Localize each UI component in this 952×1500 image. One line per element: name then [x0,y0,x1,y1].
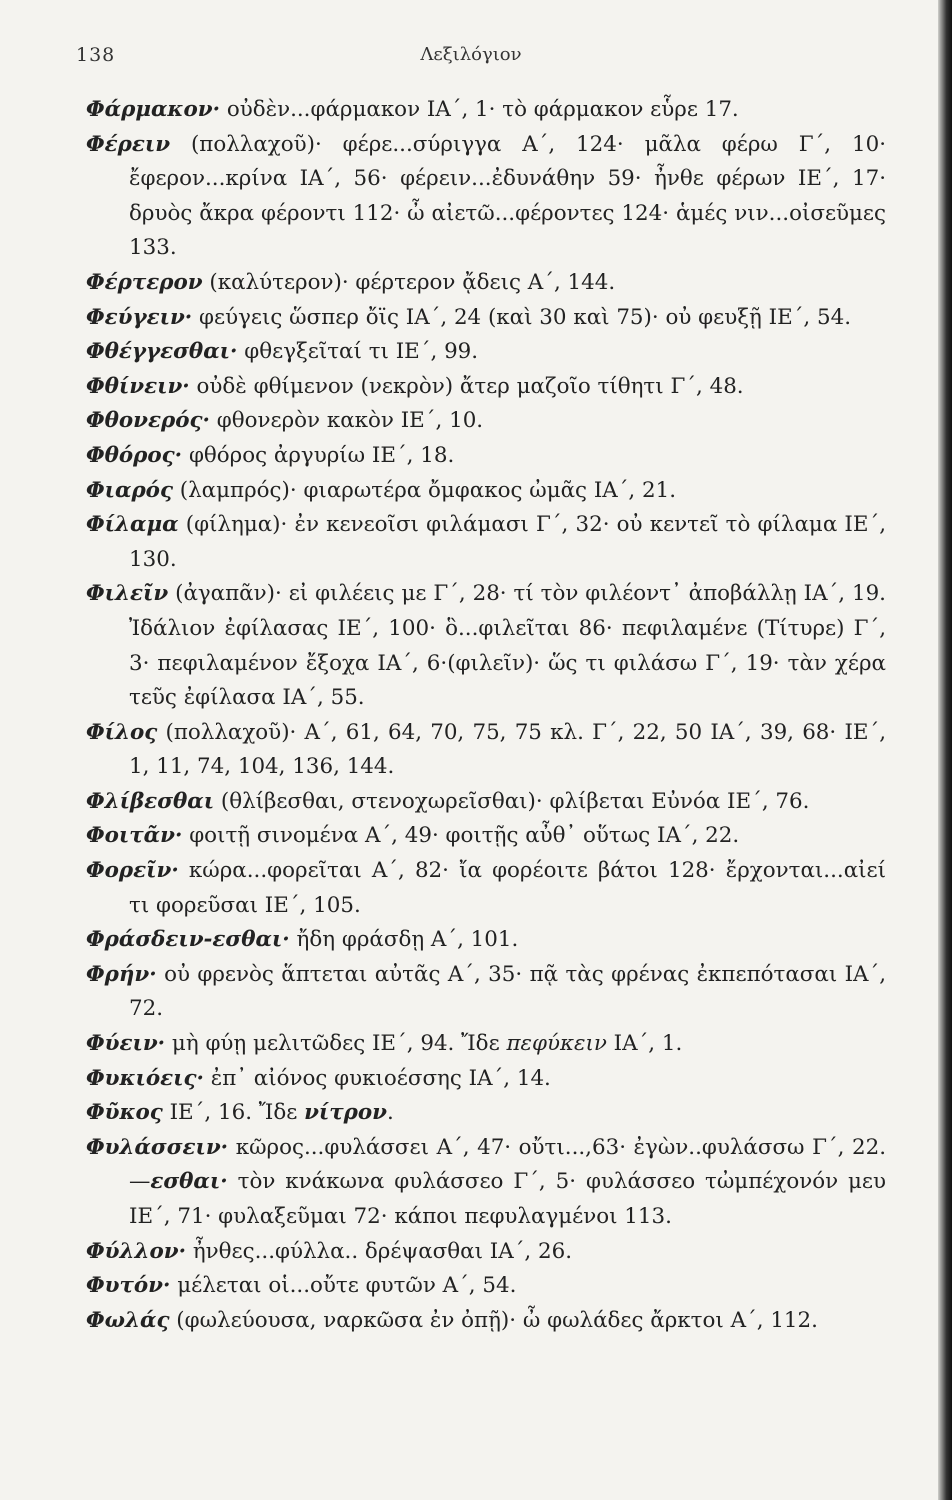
entry-text: φθεγξεῖταί τι ΙΕ΄, 99. [237,339,479,365]
entry-headword: Φέρειν [86,131,171,157]
lexicon-entry [86,93,886,128]
entry-headword: Φίλος [86,719,158,745]
entry-text: (πολλαχοῦ)· φέρε...σύριγγα Α΄, 124· μᾶλα φέρω Γ΄, 10· ἔφερον...κρίνα ΙΑ΄, 56· φέρειν...ἐδυνάθην 59· ἦνθε φέρων ΙΕ΄, 17· δρυὸς ἄκρα φέροντι 112· ὦ αἰετῶ...φέροντες 124· ἁμές νιν...οἰσεῦμες 133. [129,131,886,261]
entry-text: οὐ φρενὸς ἅπτεται αὐτᾶς Α΄, 35· πᾷ τὰς φρένας ἐκπεπότασαι ΙΑ΄, 72. [129,961,886,1022]
entry-headword: Φεύγειν· [86,304,193,330]
entry-headword: Φύειν· [86,1031,166,1057]
lexicon-entry [86,301,886,336]
entry-text: (θλίβεσθαι, στενοχωρεῖσθαι)· φλίβεται Εὐνόα ΙΕ΄, 76. [214,788,810,814]
entry-text: οὐδὲ φθίμενον (νεκρὸν) ἄτερ μαζοῖο τίθητι Γ΄, 48. [189,373,744,399]
lexicon-entry [86,474,886,509]
entry-headword: Φωλάς [86,1307,170,1333]
entry-headword: Φάρμακον· [86,97,221,122]
entry-headword: Φθέγγεσθαι· [86,339,238,365]
entry-text: ἤδη φράσδῃ Α΄, 101. [289,927,519,953]
entry-headword: Φοιτᾶν· [86,823,183,849]
entry-headword: Φρήν· [86,961,157,987]
entry-text: (φίλημα)· ἐν κενεοῖσι φιλάμασι Γ΄, 32· οὐ κεντεῖ τὸ φίλαμα ΙΕ΄, 130. [129,512,886,572]
lexicon-entry [86,508,886,577]
entry-headword: Φέρτερον [86,269,203,295]
entry-headword: Φυτόν· [86,1273,171,1299]
entry-text: ΙΕ΄, 16. Ἴδε νίτρον. [162,1100,394,1126]
entry-headword: Φίλαμα [86,512,179,538]
lexicon-entry [86,1062,886,1097]
lexicon-entry [86,958,886,1027]
lexicon-entry [86,439,886,474]
entry-headword: Φθίνειν· [86,373,190,399]
lexicon-entry [86,370,886,405]
lexicon-entry [86,1096,886,1131]
entry-text: ἦνθες...φύλλα.. δρέψασθαι ΙΑ΄, 26. [186,1238,573,1264]
page-title: Λεξιλόγιον [420,44,522,65]
entry-text: (ἀγαπᾶν)· εἰ φιλέεις με Γ΄, 28· τί τὸν φιλέοντ᾽ ἀποβάλλῃ ΙΑ΄, 19. Ἰδάλιον ἐφίλασας ΙΕ΄, 100· ὃ...φιλεῖται 86· πεφιλαμένε (Τίτυρε) Γ΄, 3· πεφιλαμένον ἔξοχα ΙΑ΄, 6·(φιλεῖν)· ὥς τι φιλάσω Γ΄, 19· τὰν χέρα τεῦς ἐφίλασα ΙΑ΄, 55. [129,581,886,711]
entry-text: κώρα...φορεῖται Α΄, 82· ἴα φορέοιτε βάτοι 128· ἔρχονται...αἰεί τι φορεῦσαι ΙΕ΄, 105. [129,858,886,918]
entry-headword: Φλίβεσθαι [86,788,215,814]
entry-headword: Φιλεῖν [86,581,169,607]
lexicon-entry [86,819,886,854]
lexicon-entry [86,1304,886,1339]
entry-text: ἐπ᾽ αἰόνος φυκιοέσσης ΙΑ΄, 14. [203,1065,551,1091]
entry-text: κῶρος...φυλάσσει Α΄, 47· οὔτι...,63· ἐγὼν..φυλάσσω Γ΄, 22.—εσθαι· τὸν κνάκωνα φυλάσσεο Γ΄, 5· φυλάσσεο τὠμπέχονόν μευ ΙΕ΄, 71· φυλαξεῦμαι 72· κάποι πεφυλαγμένοι 113. [129,1134,886,1229]
entry-text: (φωλεύουσα, ναρκῶσα ἐν ὀπῇ)· ὦ φωλάδες ἄρκτοι Α΄, 112. [169,1307,818,1333]
lexicon-entry [86,404,886,439]
entry-headword: Φύλλον· [86,1238,187,1264]
page-number: 138 [76,44,116,66]
running-head [76,44,866,74]
entry-text: μέλεται οἱ...οὔτε φυτῶν Α΄, 54. [170,1273,517,1299]
lexicon-entries [86,93,886,1338]
entry-headword: Φθόρος· [86,442,183,468]
lexicon-entry [86,1131,886,1235]
lexicon-entry [86,335,886,370]
lexicon-entry [86,266,886,301]
entry-text: μὴ φύῃ μελιτῶδες ΙΕ΄, 94. Ἴδε πεφύκειν ΙΑ΄, 1. [165,1031,683,1057]
lexicon-entry [86,577,886,715]
entry-headword: Φορεῖν· [86,858,179,884]
lexicon-entry [86,716,886,785]
lexicon-entry [86,1235,886,1270]
entry-headword: Φυκιόεις· [86,1065,204,1091]
lexicon-entry [86,854,886,923]
entry-headword: Φῦκος [86,1100,163,1126]
entry-text: (πολλαχοῦ)· Α΄, 61, 64, 70, 75, 75 κλ. Γ΄, 22, 50 ΙΑ΄, 39, 68· ΙΕ΄, 1, 11, 74, 104, 136, 144. [129,719,886,780]
entry-text: οὐδὲν...φάρμακον ΙΑ΄, 1· τὸ φάρμακον εὗρε 17. [220,97,739,122]
entry-text: φεύγεις ὥσπερ ὄϊς ΙΑ΄, 24 (καὶ 30 καὶ 75)· οὐ φευξῇ ΙΕ΄, 54. [192,304,852,330]
page-edge-shadow [938,0,952,1500]
lexicon-entry [86,128,886,266]
entry-headword: Φράσδειν-εσθαι· [86,927,290,953]
entry-text: (καλύτερον)· φέρτερον ᾄδεις Α΄, 144. [202,269,616,295]
entry-text: φθονερὸν κακὸν ΙΕ΄, 10. [209,408,484,434]
lexicon-entry [86,785,886,820]
entry-text: φοιτῇ σινομένα Α΄, 49· φοιτῇς αὖθ᾽ οὕτως ΙΑ΄, 22. [182,823,740,849]
entry-headword: Φυλάσσειν· [86,1134,229,1160]
lexicon-entry [86,923,886,958]
entry-headword: Φθονερός· [86,408,210,434]
entry-text: φθόρος ἀργυρίω ΙΕ΄, 18. [182,442,455,468]
entry-headword: Φιαρός [86,477,173,503]
lexicon-entry [86,1269,886,1304]
lexicon-entry [86,1027,886,1062]
entry-text: (λαμπρός)· φιαρωτέρα ὄμφακος ὠμᾶς ΙΑ΄, 21. [172,477,677,503]
